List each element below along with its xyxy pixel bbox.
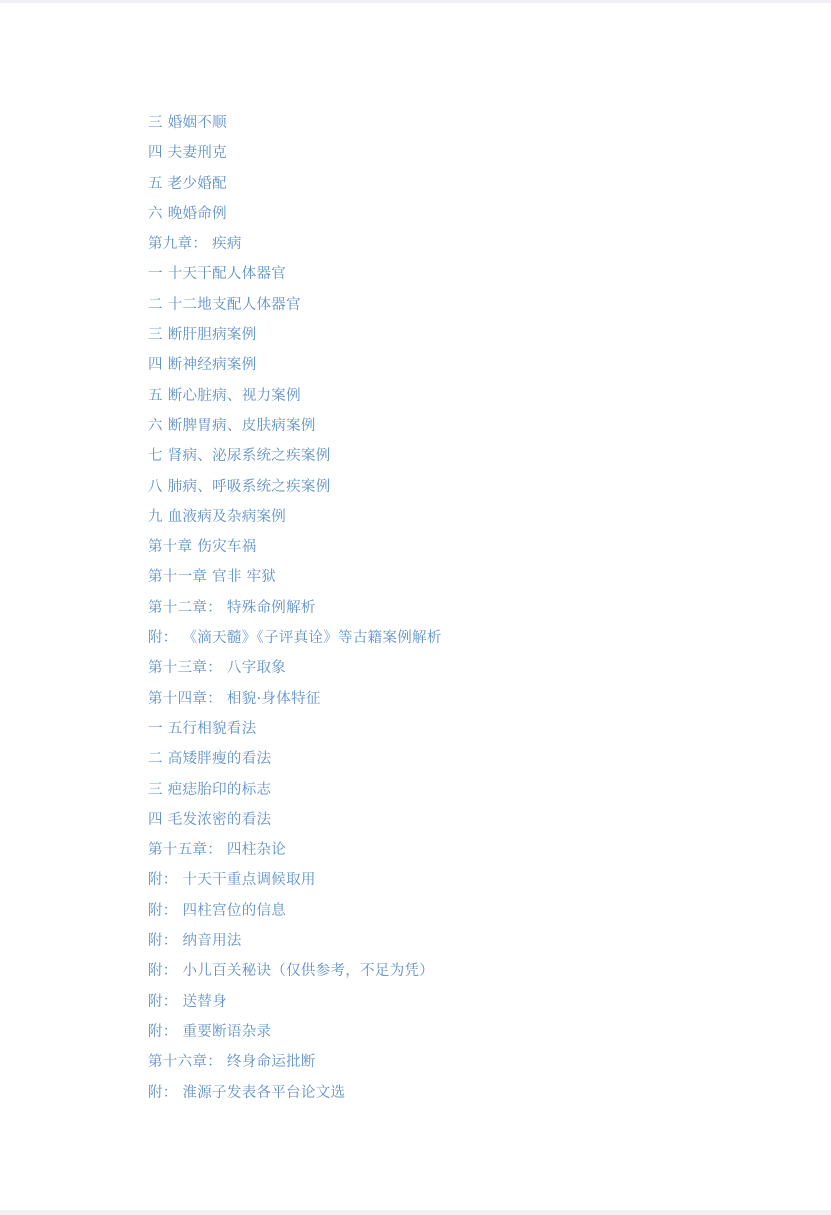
toc-appendix-line: 附： 小儿百关秘诀（仅供参考，不足为凭） — [148, 963, 435, 980]
toc-chapter-heading: 第十六章： 终身命运批断 — [148, 1054, 316, 1071]
toc-line: 五 断心脏病、视力案例 — [148, 387, 301, 404]
toc-appendix-line: 附： 纳音用法 — [148, 933, 242, 950]
toc-line: 二 十二地支配人体器官 — [148, 296, 301, 313]
toc-line: 三 婚姻不顺 — [148, 115, 227, 131]
toc-chapter-heading: 第十章 伤灾车祸 — [148, 539, 257, 556]
toc-line: 一 五行相貌看法 — [148, 720, 257, 737]
toc-line: 四 毛发浓密的看法 — [148, 811, 272, 828]
toc-appendix-line: 附： 送替身 — [148, 993, 227, 1010]
page-top-edge — [0, 0, 831, 3]
toc-appendix-line: 附： 四柱宫位的信息 — [148, 902, 287, 919]
toc-line: 三 断肝胆病案例 — [148, 327, 257, 344]
toc-line: 七 肾病、泌尿系统之疾案例 — [148, 448, 331, 465]
toc-chapter-heading: 第十三章： 八字取象 — [148, 660, 287, 677]
page-bottom-edge — [0, 1210, 831, 1215]
toc-appendix-line: 附： 十天干重点调候取用 — [148, 872, 316, 889]
toc-line: 四 夫妻刑克 — [148, 145, 227, 162]
toc-line: 八 肺病、呼吸系统之疾案例 — [148, 478, 331, 495]
toc-appendix-line: 附： 重要断语杂录 — [148, 1023, 272, 1040]
toc-chapter-heading: 第十四章： 相貌·身体特征 — [148, 690, 321, 707]
toc-line: 四 断神经病案例 — [148, 357, 257, 374]
toc-line: 六 晚婚命例 — [148, 205, 227, 222]
toc-line: 五 老少婚配 — [148, 175, 227, 192]
table-of-contents — [148, 111, 442, 1111]
toc-line: 一 十天干配人体器官 — [148, 266, 287, 283]
toc-line: 三 疤痣胎印的标志 — [148, 781, 272, 798]
toc-line: 九 血液病及杂病案例 — [148, 508, 287, 525]
toc-appendix-line: 附： 淮源子发表各平台论文选 — [148, 1084, 346, 1101]
toc-line: 六 断脾胃病、皮肤病案例 — [148, 417, 316, 434]
toc-chapter-heading: 第十一章 官非 牢狱 — [148, 569, 277, 586]
toc-chapter-heading: 第九章： 疾病 — [148, 236, 242, 253]
toc-line: 二 高矮胖瘦的看法 — [148, 751, 272, 768]
toc-appendix-line: 附： 《滴天髓》《子评真诠》等古籍案例解析 — [148, 630, 442, 647]
toc-chapter-heading: 第十二章： 特殊命例解析 — [148, 599, 316, 616]
toc-chapter-heading: 第十五章： 四柱杂论 — [148, 842, 287, 859]
